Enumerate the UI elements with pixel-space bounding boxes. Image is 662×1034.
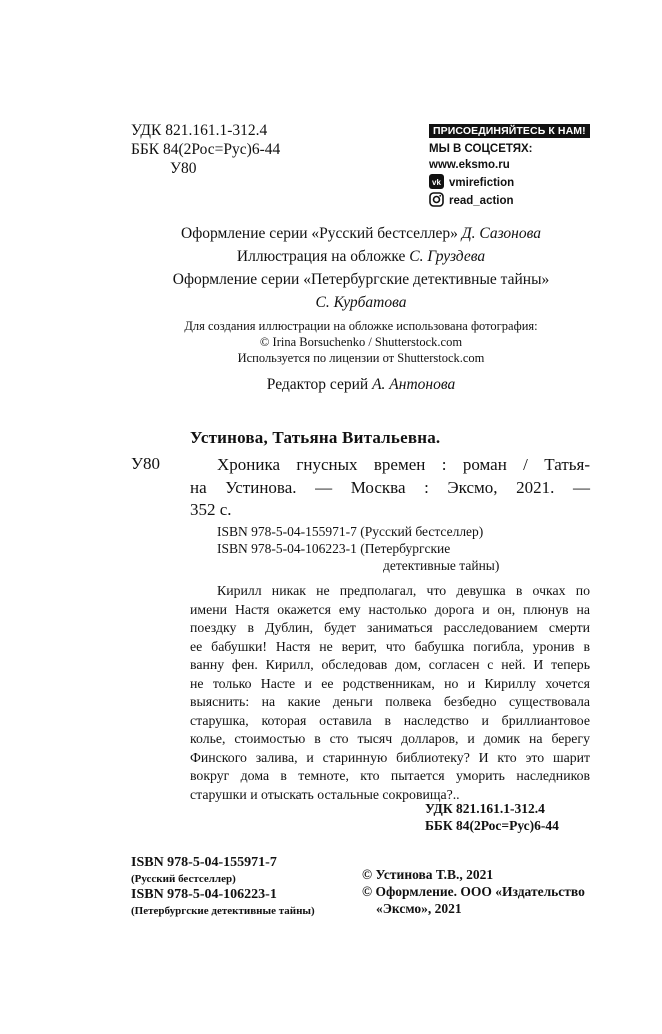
- record-author: Устинова, Татьяна Витальевна.: [190, 428, 441, 447]
- instagram-icon: [429, 192, 444, 207]
- copyright-design-cont: «Эксмо», 2021: [376, 901, 462, 916]
- copyright-author: © Устинова Т.В., 2021: [362, 867, 494, 882]
- udk-code: УДК 821.161.1-312.4: [131, 122, 268, 139]
- record-isbn2: ISBN 978-5-04-106223-1 (Петербургские: [217, 541, 451, 556]
- svg-text:vk: vk: [432, 178, 441, 187]
- bottom-isbn2-series: (Петербургские детективные тайны): [131, 905, 315, 917]
- author-sign: У80: [170, 160, 197, 177]
- photo-note-line1: Для создания иллюстрации на обложке использована фотография:: [184, 319, 538, 333]
- bbk-code: ББК 84(2Рос=Рус)6-44: [131, 141, 281, 158]
- series2-design-credit: Оформление серии «Петербургские детективные тайны»: [172, 271, 550, 288]
- copyright-design: © Оформление. ООО «Издательство: [362, 884, 585, 899]
- instagram-link[interactable]: [429, 192, 514, 209]
- vk-icon: [429, 174, 444, 189]
- bottom-isbn2: ISBN 978-5-04-106223-1: [131, 887, 277, 902]
- record-code: У80: [131, 454, 161, 473]
- instagram-handle: read_action: [449, 195, 514, 207]
- udk-block-bbk: ББК 84(2Рос=Рус)6-44: [425, 818, 559, 833]
- bottom-isbn1: ISBN 978-5-04-155971-7: [131, 855, 277, 870]
- editor-credit: Редактор серий А. Антонова: [266, 376, 456, 393]
- series2-design-name: С. Курбатова: [315, 294, 407, 311]
- join-us-banner: ПРИСОЕДИНЯЙТЕСЬ К НАМ!: [429, 124, 590, 138]
- record-isbn2-cont: детективные тайны): [383, 558, 500, 573]
- photo-note-line2: © Irina Borsuchenko / Shutterstock.com: [259, 335, 463, 349]
- social-subtitle: МЫ В СОЦСЕТЯХ:: [429, 143, 533, 155]
- vk-handle: vmirefiction: [449, 177, 515, 189]
- bottom-isbn1-series: (Русский бестселлер): [131, 873, 236, 885]
- series-design-credit: Оформление серии «Русский бестселлер» Д. Сазонова: [181, 225, 541, 242]
- website-link[interactable]: www.eksmo.ru: [429, 159, 510, 171]
- record-title: Хроника гнусных времен : роман / Татья- на Устинова. — Москва : Эксмо, 2021. — 352 с.: [190, 455, 590, 519]
- photo-note-line3: Используется по лицензии от Shutterstock.com: [237, 351, 485, 365]
- udk-block-udk: УДК 821.161.1-312.4: [425, 801, 545, 816]
- cover-illustration-credit: Иллюстрация на обложке С. Груздева: [236, 248, 486, 265]
- annotation: Кирилл никак не предполагал, что девушка в очках по имени Настя окажется ему настолько дорога и он, плюнув на поездку в Дублин, будет заниматься расследованием смерти ее бабушки! Настя не верит, что бабушка погибла, уронив в ванну фен. Кирилл, обследовав дом, согласен с ней. И теперь не только Насте и ее родственникам, но и Кириллу хочется выяснить: на какие деньги полвека безбедно существовала старушка, которая оставила в наследство и бриллиантовое колье, стоимостью в сто тысяч долларов, и домик на берегу Финского залива, и старинную библиотеку? И кто это шарит вокруг дома в темноте, кто пытается уморить наследников старушки и отыскать остальные сокровища?..: [190, 583, 590, 802]
- vk-link[interactable]: [429, 174, 514, 191]
- record-isbn1: ISBN 978-5-04-155971-7 (Русский бестселлер): [217, 524, 484, 539]
